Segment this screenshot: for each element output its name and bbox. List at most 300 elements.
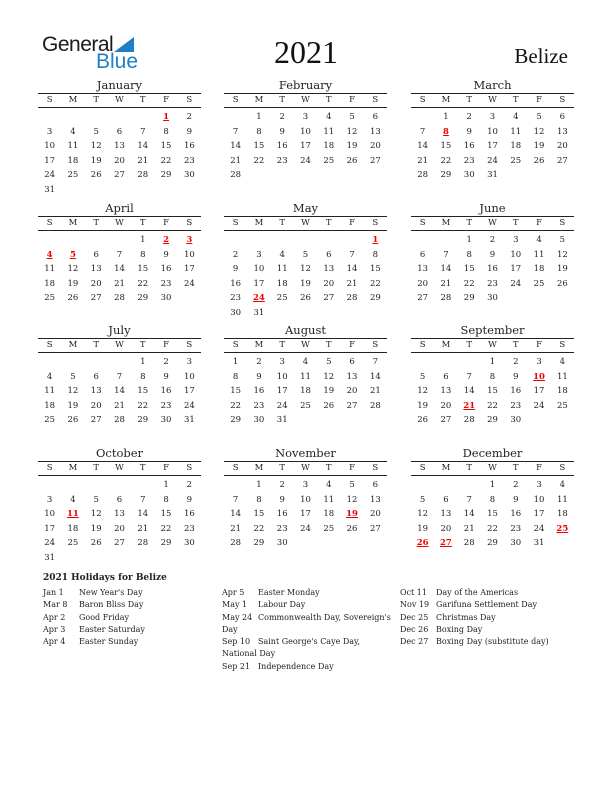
empty-day [224, 110, 247, 125]
day: 9 [186, 494, 193, 505]
day: 27 [440, 415, 452, 426]
day: 18 [323, 509, 335, 520]
weekday-label: M [254, 218, 264, 228]
empty-day [61, 110, 84, 125]
day: 29 [230, 415, 242, 426]
weekday-label: T [325, 340, 332, 350]
day: 22 [253, 523, 265, 534]
weekday-label: T [466, 463, 473, 473]
day: 5 [302, 249, 309, 260]
day: 29 [487, 415, 498, 426]
day: 27 [323, 293, 335, 304]
weekday-label: F [163, 95, 169, 105]
day: 4 [70, 494, 76, 505]
day: 26 [90, 538, 102, 549]
empty-day [38, 478, 61, 493]
holiday-date: Jan 1 [43, 588, 64, 597]
holiday-column [43, 587, 218, 648]
weekday-label: S [186, 340, 193, 350]
day: 20 [114, 155, 125, 166]
day: 24 [44, 170, 56, 181]
logo-text-blue: Blue [96, 50, 139, 73]
day: 12 [417, 509, 429, 520]
weekday-label: T [325, 218, 332, 228]
day: 31 [44, 552, 56, 563]
weekday-label: T [466, 340, 473, 350]
day: 7 [116, 249, 123, 260]
day: 15 [137, 264, 149, 275]
empty-day [458, 478, 481, 493]
day: 16 [230, 278, 242, 289]
day: 21 [230, 523, 242, 534]
day: 11 [323, 126, 335, 137]
day: 19 [417, 523, 429, 534]
day: 23 [253, 400, 265, 411]
weekday-label: F [349, 218, 355, 228]
day: 24 [510, 278, 522, 289]
day: 27 [369, 523, 381, 534]
year-title: 2021 [274, 34, 338, 70]
holiday-date: May 24 [222, 612, 253, 622]
day: 7 [140, 126, 146, 137]
day: 15 [160, 509, 172, 520]
month-december [411, 446, 574, 551]
day: 25 [510, 155, 522, 166]
weekday-header [411, 461, 574, 476]
day: 24 [300, 523, 311, 534]
holiday-date: Sep 10 [222, 637, 251, 647]
empty-day [61, 355, 84, 370]
holiday-day: 4 [46, 249, 53, 260]
day: 19 [300, 278, 311, 289]
day: 21 [114, 278, 125, 289]
day: 12 [67, 386, 79, 397]
day: 21 [137, 523, 149, 534]
day: 26 [533, 155, 545, 166]
day: 1 [140, 235, 146, 245]
day: 9 [513, 494, 519, 505]
day: 6 [372, 480, 379, 490]
day: 23 [276, 155, 288, 166]
day: 17 [510, 264, 522, 275]
weekday-label: W [301, 463, 310, 473]
day: 2 [513, 480, 519, 490]
holiday-row [43, 599, 218, 611]
holiday-row [43, 612, 218, 624]
month-january [38, 78, 201, 198]
holiday-row [400, 636, 575, 648]
day: 8 [466, 249, 472, 260]
day: 6 [443, 371, 449, 382]
weekday-label: W [301, 340, 310, 350]
day: 13 [440, 386, 452, 397]
holiday-name: Independence Day [258, 661, 334, 671]
day: 11 [44, 264, 56, 275]
holiday-day: 1 [372, 235, 379, 245]
holiday-name: Boxing Day [436, 624, 483, 634]
day: 21 [230, 155, 242, 166]
weekday-label: M [254, 463, 264, 473]
day: 14 [346, 264, 358, 275]
weekday-label: M [254, 340, 264, 350]
weekday-label: F [163, 463, 169, 473]
weekday-label: M [68, 218, 78, 228]
day: 19 [417, 400, 429, 411]
day: 28 [417, 170, 429, 181]
empty-day [458, 355, 481, 370]
day: 6 [349, 357, 355, 367]
day: 9 [489, 249, 496, 260]
day: 4 [279, 249, 285, 260]
day: 9 [163, 371, 169, 382]
day: 21 [369, 386, 381, 397]
day: 10 [183, 249, 195, 260]
empty-day [108, 233, 131, 248]
day: 10 [44, 141, 56, 152]
weekday-label: T [139, 95, 146, 105]
day: 13 [90, 386, 102, 397]
day: 2 [256, 357, 262, 367]
weekday-label: S [232, 218, 239, 228]
day: 10 [300, 494, 311, 505]
holiday-row [222, 599, 397, 611]
days-grid [224, 233, 387, 321]
day: 13 [440, 509, 452, 520]
day: 16 [160, 264, 172, 275]
day: 4 [559, 480, 566, 490]
day: 2 [279, 112, 285, 122]
day: 26 [323, 400, 335, 411]
day: 3 [279, 357, 285, 367]
day: 14 [137, 509, 149, 520]
day: 20 [440, 400, 452, 411]
day: 3 [186, 357, 193, 367]
days-grid [411, 478, 574, 551]
month-march [411, 78, 574, 183]
day: 7 [466, 494, 472, 505]
day: 15 [160, 141, 172, 152]
day: 11 [67, 141, 79, 152]
holiday-row [43, 624, 218, 636]
day: 2 [163, 357, 169, 367]
weekday-label: S [232, 340, 239, 350]
holiday-day: 10 [533, 371, 545, 382]
day: 21 [137, 155, 149, 166]
day: 27 [556, 155, 568, 166]
holiday-name: Easter Saturday [79, 624, 145, 634]
day: 25 [556, 400, 568, 411]
day: 23 [183, 155, 195, 166]
empty-day [85, 110, 108, 125]
day: 26 [417, 415, 429, 426]
day: 28 [346, 293, 358, 304]
day: 21 [346, 278, 358, 289]
day: 7 [372, 357, 379, 367]
holiday-day: 3 [186, 235, 193, 245]
empty-day [85, 355, 108, 370]
day: 8 [256, 126, 262, 137]
day: 2 [279, 480, 285, 490]
day: 31 [487, 170, 498, 181]
day: 25 [533, 278, 545, 289]
day: 17 [183, 386, 195, 397]
empty-day [38, 110, 61, 125]
day: 15 [137, 386, 149, 397]
day: 28 [230, 538, 242, 549]
day: 3 [536, 480, 542, 490]
day: 3 [46, 494, 53, 505]
day: 23 [487, 278, 498, 289]
day: 27 [417, 293, 429, 304]
empty-day [340, 233, 363, 248]
day: 5 [349, 480, 355, 490]
day: 11 [510, 126, 522, 137]
day: 13 [323, 264, 335, 275]
weekday-label: F [349, 463, 355, 473]
day: 6 [372, 112, 379, 122]
days-grid [38, 355, 201, 428]
day: 28 [114, 415, 125, 426]
weekday-label: S [419, 95, 426, 105]
holiday-day: 21 [463, 400, 476, 411]
weekday-label: T [139, 218, 146, 228]
day: 17 [44, 523, 56, 534]
day: 2 [466, 112, 472, 122]
day: 27 [90, 415, 102, 426]
day: 14 [463, 509, 475, 520]
holiday-day: 24 [253, 293, 265, 304]
day: 14 [230, 141, 242, 152]
day: 3 [536, 357, 542, 367]
day: 4 [326, 480, 332, 490]
day: 10 [510, 249, 522, 260]
day: 22 [463, 278, 475, 289]
day: 14 [114, 264, 125, 275]
weekday-label: W [115, 95, 124, 105]
weekday-label: W [115, 340, 124, 350]
day: 18 [533, 264, 545, 275]
day: 22 [369, 278, 381, 289]
weekday-label: M [68, 340, 78, 350]
day: 10 [276, 371, 288, 382]
day: 29 [137, 415, 149, 426]
day: 22 [487, 400, 498, 411]
holiday-row [43, 636, 218, 648]
day: 16 [487, 264, 498, 275]
day: 22 [160, 523, 172, 534]
day: 26 [300, 293, 311, 304]
weekday-label: T [512, 218, 519, 228]
day: 16 [183, 141, 195, 152]
day: 15 [487, 386, 498, 397]
day: 18 [300, 386, 311, 397]
month-title: November [275, 446, 336, 460]
holiday-name: Saint George's Caye Day, National Day [222, 637, 361, 659]
weekday-label: M [441, 95, 451, 105]
day: 12 [67, 264, 79, 275]
weekday-header [411, 93, 574, 108]
day: 9 [256, 371, 262, 382]
day: 18 [323, 141, 335, 152]
day: 29 [369, 293, 381, 304]
weekday-label: T [93, 95, 100, 105]
day: 28 [463, 538, 475, 549]
weekday-label: S [46, 95, 53, 105]
holiday-day: 25 [556, 523, 569, 534]
holiday-column [222, 587, 397, 673]
day: 6 [116, 126, 123, 137]
day: 31 [253, 307, 265, 318]
day: 29 [160, 538, 172, 549]
weekday-label: S [419, 463, 426, 473]
day: 14 [114, 386, 125, 397]
weekday-label: W [115, 463, 124, 473]
day: 7 [443, 249, 449, 260]
weekday-label: S [186, 463, 193, 473]
day: 2 [489, 235, 496, 245]
day: 16 [276, 509, 288, 520]
weekday-label: M [441, 340, 451, 350]
weekday-header [224, 338, 387, 353]
day: 24 [183, 400, 195, 411]
weekday-label: F [536, 218, 542, 228]
holiday-name: Boxing Day (substitute day) [436, 637, 549, 647]
day: 19 [67, 400, 79, 411]
day: 17 [533, 386, 545, 397]
day: 7 [232, 494, 239, 505]
day: 10 [253, 264, 265, 275]
weekday-header [224, 461, 387, 476]
month-title: January [96, 78, 143, 92]
day: 30 [183, 538, 195, 549]
day: 30 [253, 415, 265, 426]
days-grid [411, 355, 574, 428]
day: 31 [276, 415, 288, 426]
empty-day [108, 478, 131, 493]
day: 3 [46, 126, 53, 137]
day: 18 [556, 509, 568, 520]
day: 28 [463, 415, 475, 426]
day: 17 [300, 509, 311, 520]
day: 28 [440, 293, 452, 304]
weekday-label: W [301, 95, 310, 105]
day: 6 [443, 494, 449, 505]
day: 20 [369, 141, 381, 152]
day: 27 [346, 400, 358, 411]
day: 30 [230, 307, 242, 318]
weekday-label: S [559, 218, 566, 228]
day: 21 [440, 278, 452, 289]
month-april [38, 201, 201, 306]
day: 3 [302, 112, 309, 122]
day: 5 [70, 371, 76, 382]
weekday-label: S [372, 218, 379, 228]
day: 26 [90, 170, 102, 181]
holiday-name: Garifuna Settlement Day [436, 600, 537, 610]
month-june [411, 201, 574, 306]
weekday-header [411, 216, 574, 231]
empty-day [131, 478, 154, 493]
day: 9 [279, 494, 285, 505]
holiday-date: May 1 [222, 600, 248, 610]
weekday-label: W [488, 95, 497, 105]
day: 8 [163, 494, 169, 505]
day: 10 [300, 126, 311, 137]
day: 3 [489, 112, 496, 122]
day: 1 [489, 480, 496, 490]
month-february [224, 78, 387, 183]
day: 22 [487, 523, 498, 534]
empty-day [131, 110, 154, 125]
weekday-header [224, 216, 387, 231]
day: 25 [44, 293, 56, 304]
day: 30 [510, 415, 522, 426]
day: 23 [510, 523, 522, 534]
day: 5 [326, 357, 332, 367]
day: 2 [232, 249, 239, 260]
weekday-label: W [488, 218, 497, 228]
day: 12 [556, 249, 568, 260]
holiday-day: 1 [163, 112, 170, 122]
day: 14 [417, 141, 429, 152]
day: 4 [536, 235, 542, 245]
weekday-label: S [559, 340, 566, 350]
weekday-label: S [372, 463, 379, 473]
day: 21 [463, 523, 475, 534]
weekday-label: S [46, 463, 53, 473]
holidays-title: 2021 Holidays for Belize [43, 573, 167, 583]
empty-day [411, 233, 434, 248]
holiday-date: Dec 26 [400, 624, 429, 634]
day: 30 [487, 293, 498, 304]
day: 11 [44, 386, 56, 397]
day: 19 [67, 278, 79, 289]
days-grid [38, 110, 201, 198]
day: 18 [510, 141, 522, 152]
day: 19 [90, 155, 102, 166]
day: 28 [230, 170, 242, 181]
day: 11 [300, 371, 311, 382]
day: 7 [349, 249, 355, 260]
day: 1 [163, 480, 169, 490]
day: 2 [186, 480, 193, 490]
day: 21 [114, 400, 125, 411]
day: 24 [533, 400, 545, 411]
day: 30 [183, 170, 195, 181]
month-title: May [292, 201, 319, 215]
holiday-date: Oct 11 [400, 588, 427, 597]
empty-day [434, 355, 457, 370]
day: 16 [253, 386, 265, 397]
day: 16 [510, 386, 522, 397]
day: 16 [510, 509, 522, 520]
day: 8 [489, 494, 496, 505]
day: 26 [67, 415, 79, 426]
day: 16 [160, 386, 172, 397]
day: 10 [183, 371, 195, 382]
weekday-label: F [163, 218, 169, 228]
day: 17 [183, 264, 195, 275]
weekday-label: T [139, 463, 146, 473]
holiday-date: Mar 8 [43, 600, 68, 610]
day: 28 [137, 170, 149, 181]
days-grid [224, 355, 387, 428]
day: 22 [137, 278, 149, 289]
day: 20 [114, 523, 125, 534]
holiday-date: Dec 25 [400, 612, 429, 622]
day: 24 [533, 523, 545, 534]
holiday-date: Apr 3 [43, 624, 66, 634]
